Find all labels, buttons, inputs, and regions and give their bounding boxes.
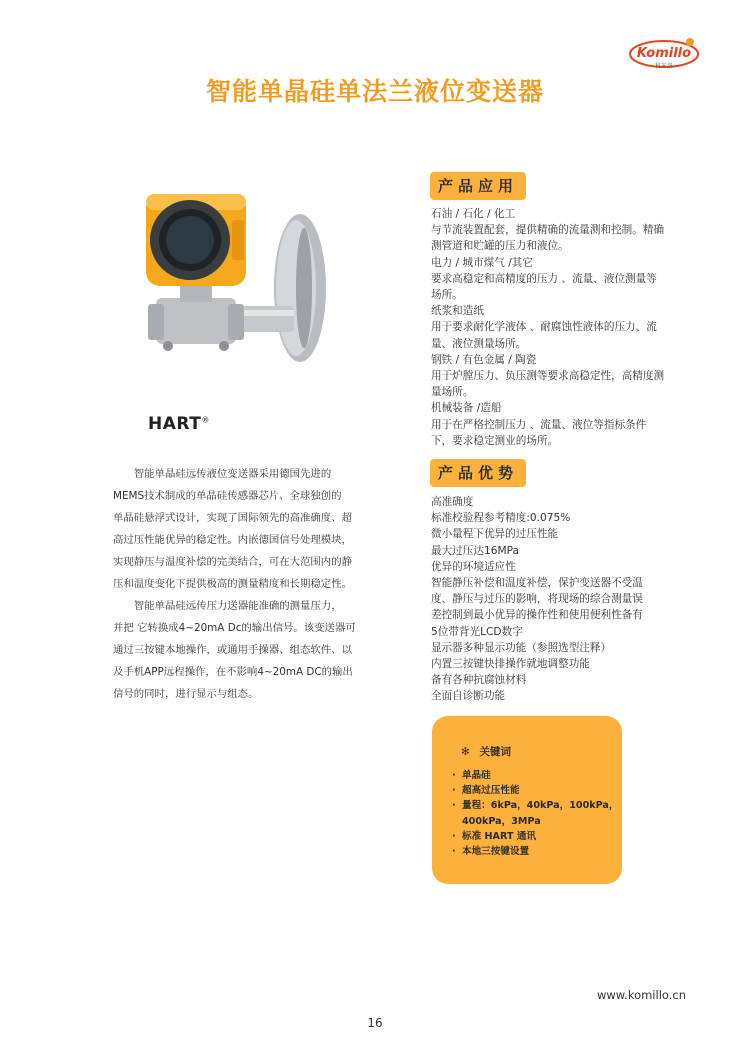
keyword-list (452, 768, 622, 859)
page-title: 智能单晶硅单法兰液位变送器 (205, 77, 544, 106)
keyword-text: 单晶硅 (462, 770, 491, 781)
application-line: 石油 / 石化 / 化工 (431, 208, 516, 220)
logo-text: Komillo (636, 46, 692, 61)
application-line: 量、液位测量场所。 (431, 337, 527, 350)
bullet-icon: · (452, 800, 456, 812)
intro-paragraph (113, 463, 359, 705)
application-line: 用于要求耐化学液体 、耐腐蚀性液体的压力、流 (431, 321, 657, 334)
asterisk-icon: ✻ (461, 746, 470, 758)
advantage-line: 智能静压补偿和温度补偿，保护变送器不受温 (431, 577, 643, 590)
section-header-application: 产品应用 (430, 172, 526, 200)
hart-registered-mark: ® (201, 415, 210, 425)
intro-line: 并把 它转换成4~20mA Dc的输出信号。该变送器可 (113, 622, 356, 634)
intro-line: MEMS技术制成的单晶硅传感器芯片、全球独创的 (113, 490, 342, 502)
advantage-line: 5位带背光LCD数字 (431, 625, 523, 638)
keyword-heading (461, 744, 511, 759)
page-number: 16 (367, 1016, 383, 1030)
application-line: 量场所。 (431, 386, 474, 399)
advantage-line: 备有各种抗腐蚀材料 (431, 674, 527, 687)
hart-logo (148, 414, 218, 436)
bullet-icon: · (452, 785, 456, 797)
website-url: www.komillo.cn (597, 988, 686, 1002)
keyword-text: 本地三按键设置 (462, 846, 530, 858)
intro-line: 信号的同时，进行显示与组态。 (113, 688, 259, 700)
brand-logo (628, 34, 700, 72)
intro-line: 高过压性能优异的稳定性。内嵌德国信号处理模块， (113, 534, 352, 546)
bullet-icon: · (452, 830, 456, 842)
keyword-item (452, 844, 622, 859)
advantage-line: 优异的环境适应性 (431, 560, 516, 573)
intro-line: 压和温度变化下提供极高的测量精度和长期稳定性。 (113, 578, 352, 590)
application-line: 用于炉膛压力、负压测等要求高稳定性，高精度测 (431, 370, 665, 383)
application-text (431, 206, 676, 449)
bullet-icon: · (452, 770, 456, 781)
keyword-item (452, 798, 622, 813)
intro-line: 单晶硅悬浮式设计，实现了国际领先的高准确度、超 (113, 512, 352, 524)
intro-line: 智能单晶硅远传液位变送器采用德国先进的 (133, 468, 332, 480)
application-line: 电力 / 城市煤气 /其它 (431, 256, 533, 269)
advantages-text (431, 494, 676, 705)
application-line: 纸浆和造纸 (431, 305, 484, 318)
intro-line: 及手机APP远程操作，在不影响4~20mA DC的输出 (113, 666, 353, 678)
intro-line: 实现静压与温度补偿的完美结合，可在大范围内的静 (113, 556, 352, 568)
keyword-text: 400kPa，3MPa (462, 815, 541, 827)
application-line: 用于在严格控制压力 、流量、液位等指标条件 (431, 418, 647, 431)
product-image (128, 180, 348, 370)
application-line: 场所。 (431, 289, 463, 302)
keyword-item (452, 814, 622, 829)
intro-line: 智能单晶硅远传压力送器能准确的测量压力， (133, 600, 342, 612)
advantage-line: 内置三按键快排操作就地调整功能 (431, 658, 590, 671)
advantage-line: 标准校验程参考精度:0.075% (431, 512, 571, 525)
advantage-line: 全面自诊断功能 (431, 690, 506, 703)
logo-subtext: 科米洛 (654, 63, 674, 70)
keyword-heading-label: 关键词 (479, 746, 511, 758)
keyword-item (452, 768, 622, 783)
advantage-line: 度、静压与过压的影响，将现场的综合测量误 (431, 593, 643, 606)
keyword-item (452, 829, 622, 844)
keyword-text: 标准 HART 通讯 (462, 830, 537, 842)
section-header-advantages: 产品优势 (430, 459, 526, 487)
keyword-text: 超高过压性能 (462, 785, 520, 797)
advantage-line: 差控制到最小优异的操作性和使用便利性备有 (431, 609, 643, 622)
advantage-line: 微小量程下优异的过压性能 (431, 528, 559, 541)
hart-logo-text: HART (148, 414, 202, 434)
advantage-line: 最大过压达16MPa (431, 544, 519, 557)
keyword-item (452, 783, 622, 798)
application-line: 要求高稳定和高精度的压力 、流量、液位测量等 (431, 272, 657, 285)
advantage-line: 高准确度 (431, 496, 474, 508)
bullet-icon: · (452, 846, 456, 858)
keyword-text: 量程：6kPa，40kPa，100kPa， (462, 800, 619, 812)
application-line: 测管道和贮罐的压力和液位。 (431, 240, 569, 253)
intro-line: 通过三按键本地操作，或通用手操器、组态软件、以 (113, 644, 352, 656)
application-line: 机械装备 /造船 (431, 402, 502, 415)
advantage-line: 显示器多种显示功能（参照选型注释） (431, 641, 612, 654)
application-line: 钢铁 / 有色金属 / 陶瓷 (431, 353, 537, 366)
application-line: 下，要求稳定测业的场所。 (431, 434, 559, 447)
application-line: 与节流装置配套，提供精确的流量测和控制。精确 (431, 224, 665, 237)
